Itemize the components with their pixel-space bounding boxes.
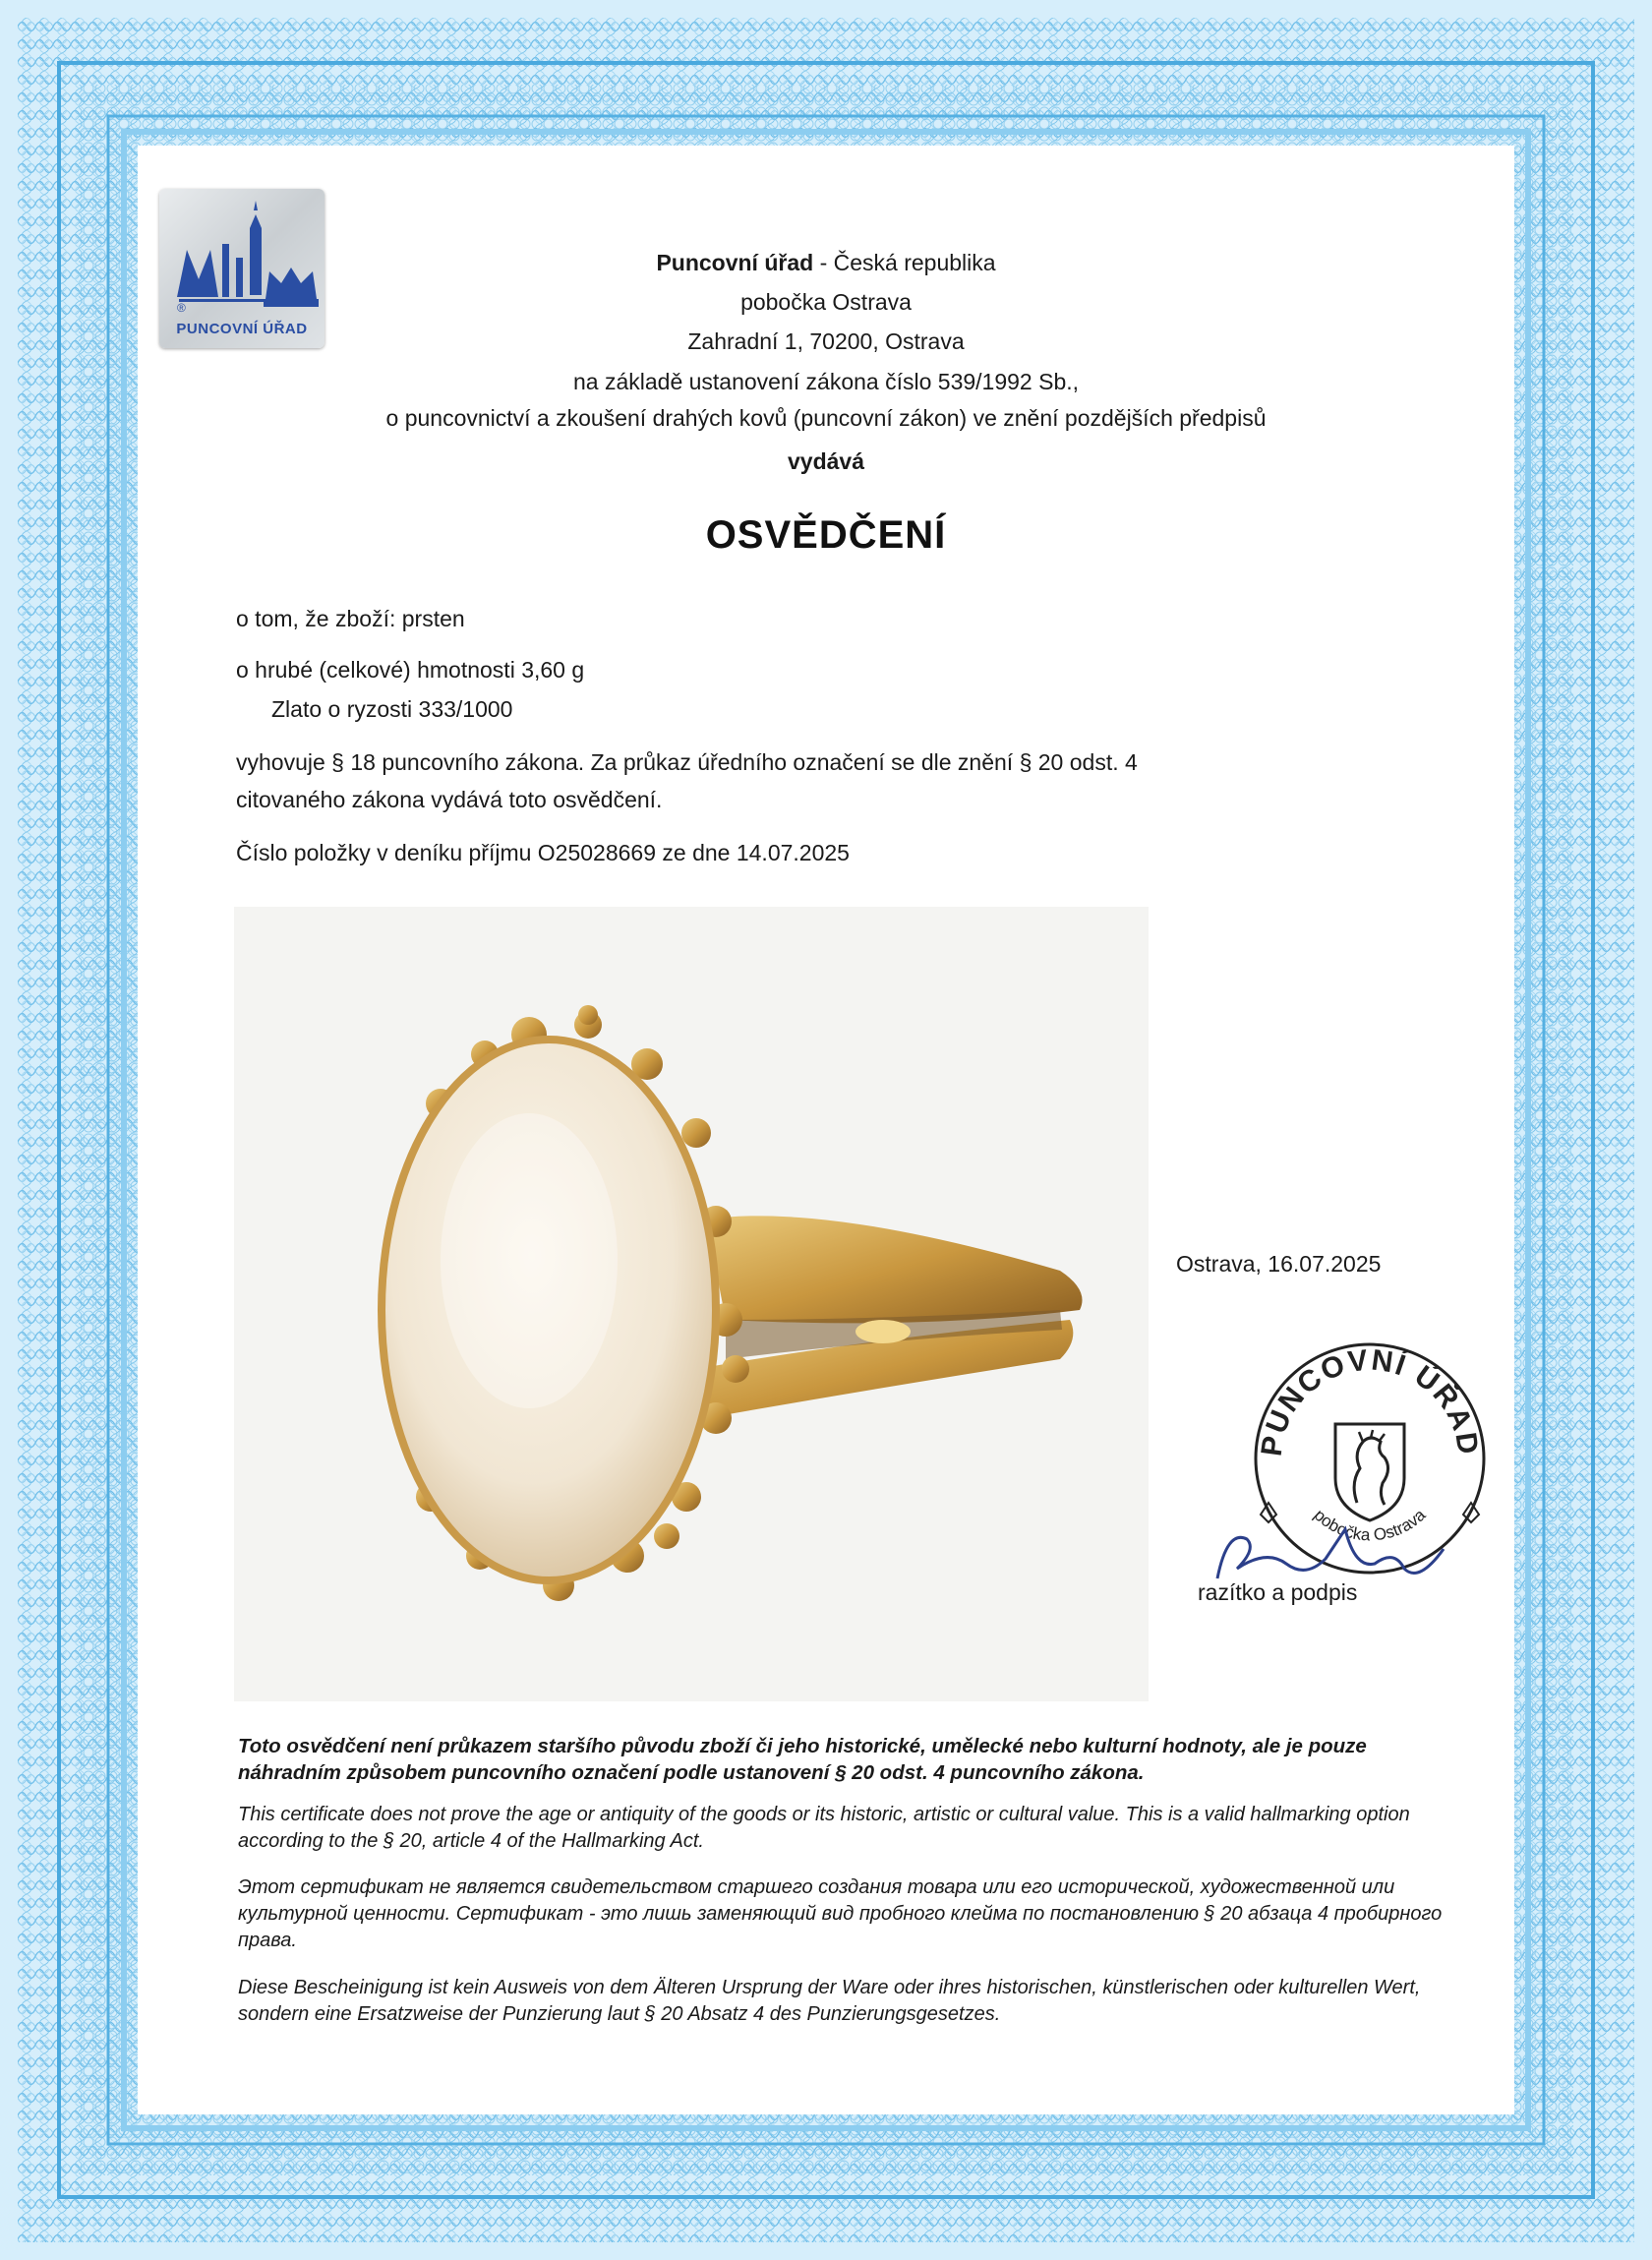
goods-line: o tom, že zboží: prsten [236,606,465,631]
disclaimer-english: This certificate does not prove the age or antiquity of the goods or its historic, artistic or cultural value. This is a valid hallmarking option according to the § 20, article 4 of the Hallmarking Act. [238,1804,1410,1852]
weight-line: o hrubé (celkové) hmotnosti 3,60 g [236,657,585,683]
metal-line: Zlato o ryzosti 333/1000 [271,696,513,722]
office-heading [0,250,1652,276]
compliance-line-2: citovaného zákona vydává toto osvědčení. [236,787,663,812]
item-number-line: Číslo položky v deníku příjmu O25028669 ze dne 14.07.2025 [236,840,850,865]
ring-illustration [234,907,1149,1701]
place-date: Ostrava, 16.07.2025 [1176,1251,1382,1277]
disclaimer-german: Diese Bescheinigung ist kein Ausweis von dem Älteren Ursprung der Ware oder ihres historischen, künstlerischen oder kulturellen Wert, sondern eine Ersatzweise der Punzierung laut § 20 Absatz 4 des Punzierungsgesetzes. [238,1977,1421,2025]
disclaimer-czech: Toto osvědčení není průkazem staršího původu zboží či jeho historické, umělecké nebo kulturní hodnoty, ale je pouze náhradním způsobem puncovního označení podle ustanovení § 20 odst. 4 puncovního zákona. [238,1735,1367,1784]
compliance-line-1: vyhovuje § 18 puncovního zákona. Za průkaz úředního označení se dle znění § 20 odst. 4 [236,749,1138,775]
issues-line: vydává [787,448,864,474]
disclaimer-russian: Этот сертификат не является свидетельством старшего создания товара или его исторической, художественной или культурной ценности. Сертификат - это лишь заменяющий вид пробного клейма по постановлению § 20 абзаца 4 пробирного права. [238,1876,1443,1951]
logo-text: PUNCOVNÍ ÚŘAD [176,321,308,337]
office-country: - Česká republika [813,250,996,275]
legal-basis-line-1: na základě ustanovení zákona číslo 539/1992 Sb., [572,369,1080,394]
signature-label: razítko a podpis [1198,1579,1358,1605]
certificate-title: OSVĚDČENÍ [705,513,947,557]
svg-text:PUNCOVNÍ ÚŘAD [1256,1343,1485,1457]
legal-basis-line-2: o puncovnictví a zkoušení drahých kovů (puncovní zákon) ve znění pozdějších předpisů [385,405,1267,431]
branch-line: pobočka Ostrava [740,289,912,315]
stamp-top-text: PUNCOVNÍ ÚŘAD [1255,1343,1485,1458]
stamp-bottom-text: pobočka Ostrava [1310,1505,1430,1545]
ring-photo [234,907,1149,1701]
office-name: Puncovní úřad [656,250,814,275]
stamp-lion-shield-icon [1335,1424,1404,1520]
logo-registered-mark: ® [177,301,186,315]
address-line: Zahradní 1, 70200, Ostrava [687,328,965,354]
